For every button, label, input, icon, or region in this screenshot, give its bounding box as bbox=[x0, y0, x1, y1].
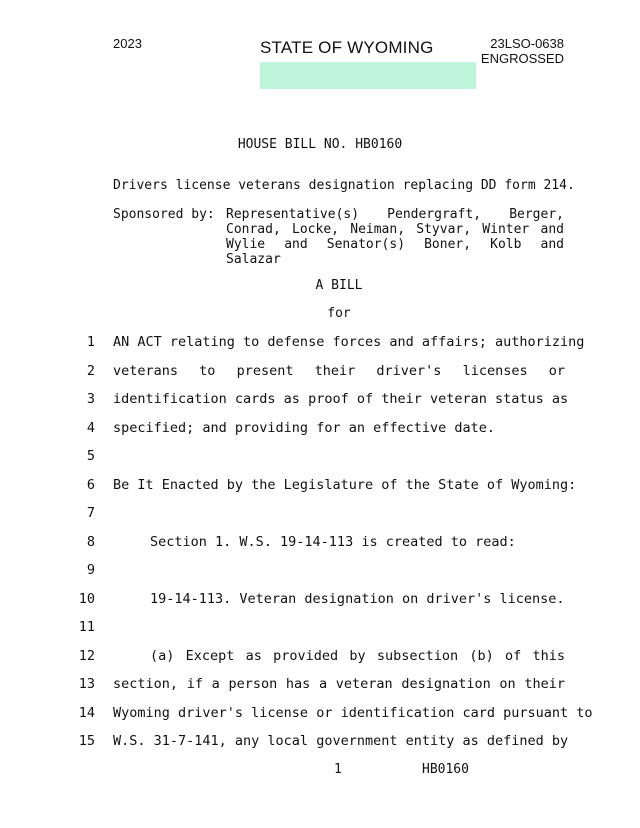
highlight-box bbox=[260, 62, 476, 89]
line-number: 11 bbox=[78, 619, 95, 635]
bill-line bbox=[0, 477, 640, 497]
line-number: 9 bbox=[86, 562, 95, 578]
line-number: 13 bbox=[78, 676, 95, 692]
line-number: 5 bbox=[86, 448, 95, 464]
bill-line bbox=[0, 562, 640, 582]
line-number: 4 bbox=[86, 419, 95, 436]
bill-line bbox=[0, 363, 640, 383]
line-number: 7 bbox=[86, 505, 95, 521]
line-number: 8 bbox=[86, 533, 95, 550]
line-text: Wyoming driver's license or identification card pursuant to bbox=[113, 704, 593, 721]
bill-line bbox=[0, 534, 640, 554]
bill-number: HOUSE BILL NO. HB0160 bbox=[237, 137, 403, 152]
bill-line bbox=[0, 619, 640, 639]
a-bill-heading: A BILL bbox=[315, 278, 363, 293]
line-text: Be It Enacted by the Legislature of the State of Wyoming: bbox=[113, 476, 577, 493]
line-text: (a) Except as provided by subsection (b) of this bbox=[150, 647, 565, 664]
footer-page-number: 1 bbox=[334, 762, 342, 777]
line-text: section, if a person has a veteran designation on their bbox=[113, 676, 565, 692]
line-text: Section 1. W.S. 19-14-113 is created to read: bbox=[150, 533, 516, 550]
bill-line bbox=[0, 733, 640, 753]
bill-line bbox=[0, 505, 640, 525]
line-text: specified; and providing for an effective date. bbox=[113, 419, 496, 436]
line-number: 3 bbox=[86, 391, 95, 407]
bill-line bbox=[0, 591, 640, 611]
bill-line bbox=[0, 648, 640, 668]
bill-line bbox=[0, 334, 640, 354]
line-number: 15 bbox=[78, 733, 95, 749]
line-number: 6 bbox=[86, 476, 95, 493]
sponsor-label: Sponsored by: bbox=[113, 207, 215, 222]
for-heading: for bbox=[327, 306, 351, 321]
line-text: 19-14-113. Veteran designation on driver's license. bbox=[150, 590, 565, 607]
bill-line bbox=[0, 391, 640, 411]
line-text: identification cards as proof of their veteran status as bbox=[113, 391, 569, 407]
line-number: 2 bbox=[86, 362, 95, 379]
bill-line bbox=[0, 448, 640, 468]
header-lso-code: 23LSO-0638 bbox=[490, 36, 564, 51]
bill-title: Drivers license veterans designation replacing DD form 214. bbox=[113, 178, 575, 193]
bill-line bbox=[0, 420, 640, 440]
line-number: 1 bbox=[86, 334, 95, 350]
header-code-block bbox=[481, 36, 564, 66]
line-text: veterans to present their driver's licenses or bbox=[113, 362, 565, 379]
line-number: 12 bbox=[78, 647, 95, 664]
line-text: W.S. 31-7-141, any local government entity as defined by bbox=[113, 733, 569, 749]
bill-line bbox=[0, 705, 640, 725]
header-status: ENGROSSED bbox=[480, 51, 564, 66]
line-number: 10 bbox=[78, 590, 95, 607]
sponsor-list: Representative(s) Pendergraft, Berger, Conrad, Locke, Neiman, Styvar, Winter and Wylie and Senator(s) Boner, Kolb and Salazar bbox=[226, 207, 564, 267]
line-text: AN ACT relating to defense forces and affairs; authorizing bbox=[113, 334, 585, 350]
header-year: 2023 bbox=[113, 36, 142, 51]
footer-bill-code: HB0160 bbox=[422, 762, 469, 777]
header-state: STATE OF WYOMING bbox=[260, 38, 434, 57]
line-number: 14 bbox=[78, 704, 95, 721]
bill-line bbox=[0, 676, 640, 696]
